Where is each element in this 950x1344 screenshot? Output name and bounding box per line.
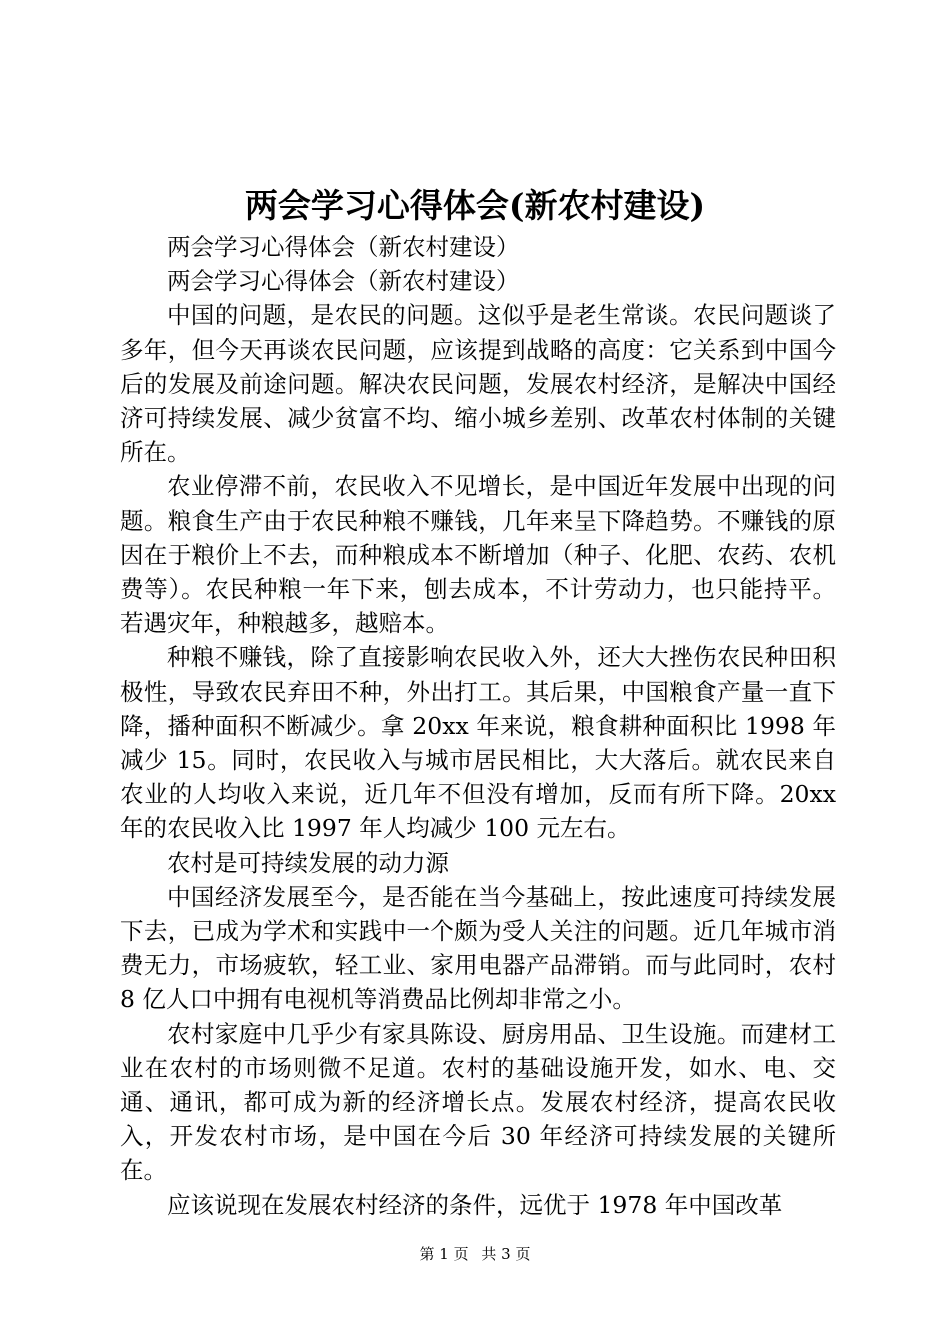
paragraph: 农业停滞不前，农民收入不见增长，是中国近年发展中出现的问题。粮食生产由于农民种粮不赚钱，几年来呈下降趋势。不赚钱的原因在于粮价上不去，而种粮成本不断增加（种子、化肥、农药、农机费等）。农民种粮一年下来，刨去成本，不计劳动力，也只能持平。若遇灾年，种粮越多，越赔本。 (120, 472, 836, 638)
paragraph: 种粮不赚钱，除了直接影响农民收入外，还大大挫伤农民种田积极性，导致农民弃田不种，外出打工。其后果，中国粮食产量一直下降，播种面积不断减少。拿 20xx 年来说，粮食耕种面积比 1998 年减少 15。同时，农民收入与城市居民相比，大大落后。就农民来自农业的人均收入来说，近几年不但没有增加，反而有所下降。20xx 年的农民收入比 1997 年人均减少 100 元左右。 (120, 643, 836, 843)
paragraph-subtitle-1: 两会学习心得体会（新农村建设） (167, 233, 520, 261)
document-body (120, 230, 836, 1222)
document-title: 两会学习心得体会(新农村建设) (244, 186, 706, 225)
paragraph: 中国的问题，是农民的问题。这似乎是老生常谈。农民问题谈了多年，但今天再谈农民问题，应该提到战略的高度：它关系到中国今后的发展及前途问题。解决农民问题，发展农村经济，是解决中国经济可持续发展、减少贫富不均、缩小城乡差别、改革农村体制的关键所在。 (120, 301, 836, 467)
paragraph-subtitle-2: 两会学习心得体会（新农村建设） (167, 267, 520, 296)
paragraph: 应该说现在发展农村经济的条件，远优于 1978 年中国改革 (167, 1190, 783, 1219)
page-footer (0, 1244, 950, 1264)
paragraph: 中国经济发展至今，是否能在当今基础上，按此速度可持续发展下去，已成为学术和实践中一个颇为受人关注的问题。近几年城市消费无力，市场疲软，轻工业、家用电器产品滞销。而与此同时，农村 8 亿人口中拥有电视机等消费品比例却非常之小。 (120, 882, 836, 1014)
page-number: 第 1 页 (419, 1245, 469, 1263)
page-total: 共 3 页 (481, 1245, 531, 1263)
paragraph: 农村家庭中几乎少有家具陈设、厨房用品、卫生设施。而建材工业在农村的市场则微不足道。农村的基础设施开发，如水、电、交通、通讯，都可成为新的经济增长点。发展农村经济，提高农民收入，开发农村市场，是中国在今后 30 年经济可持续发展的关键所在。 (120, 1019, 836, 1185)
section-heading: 农村是可持续发展的动力源 (167, 848, 449, 877)
